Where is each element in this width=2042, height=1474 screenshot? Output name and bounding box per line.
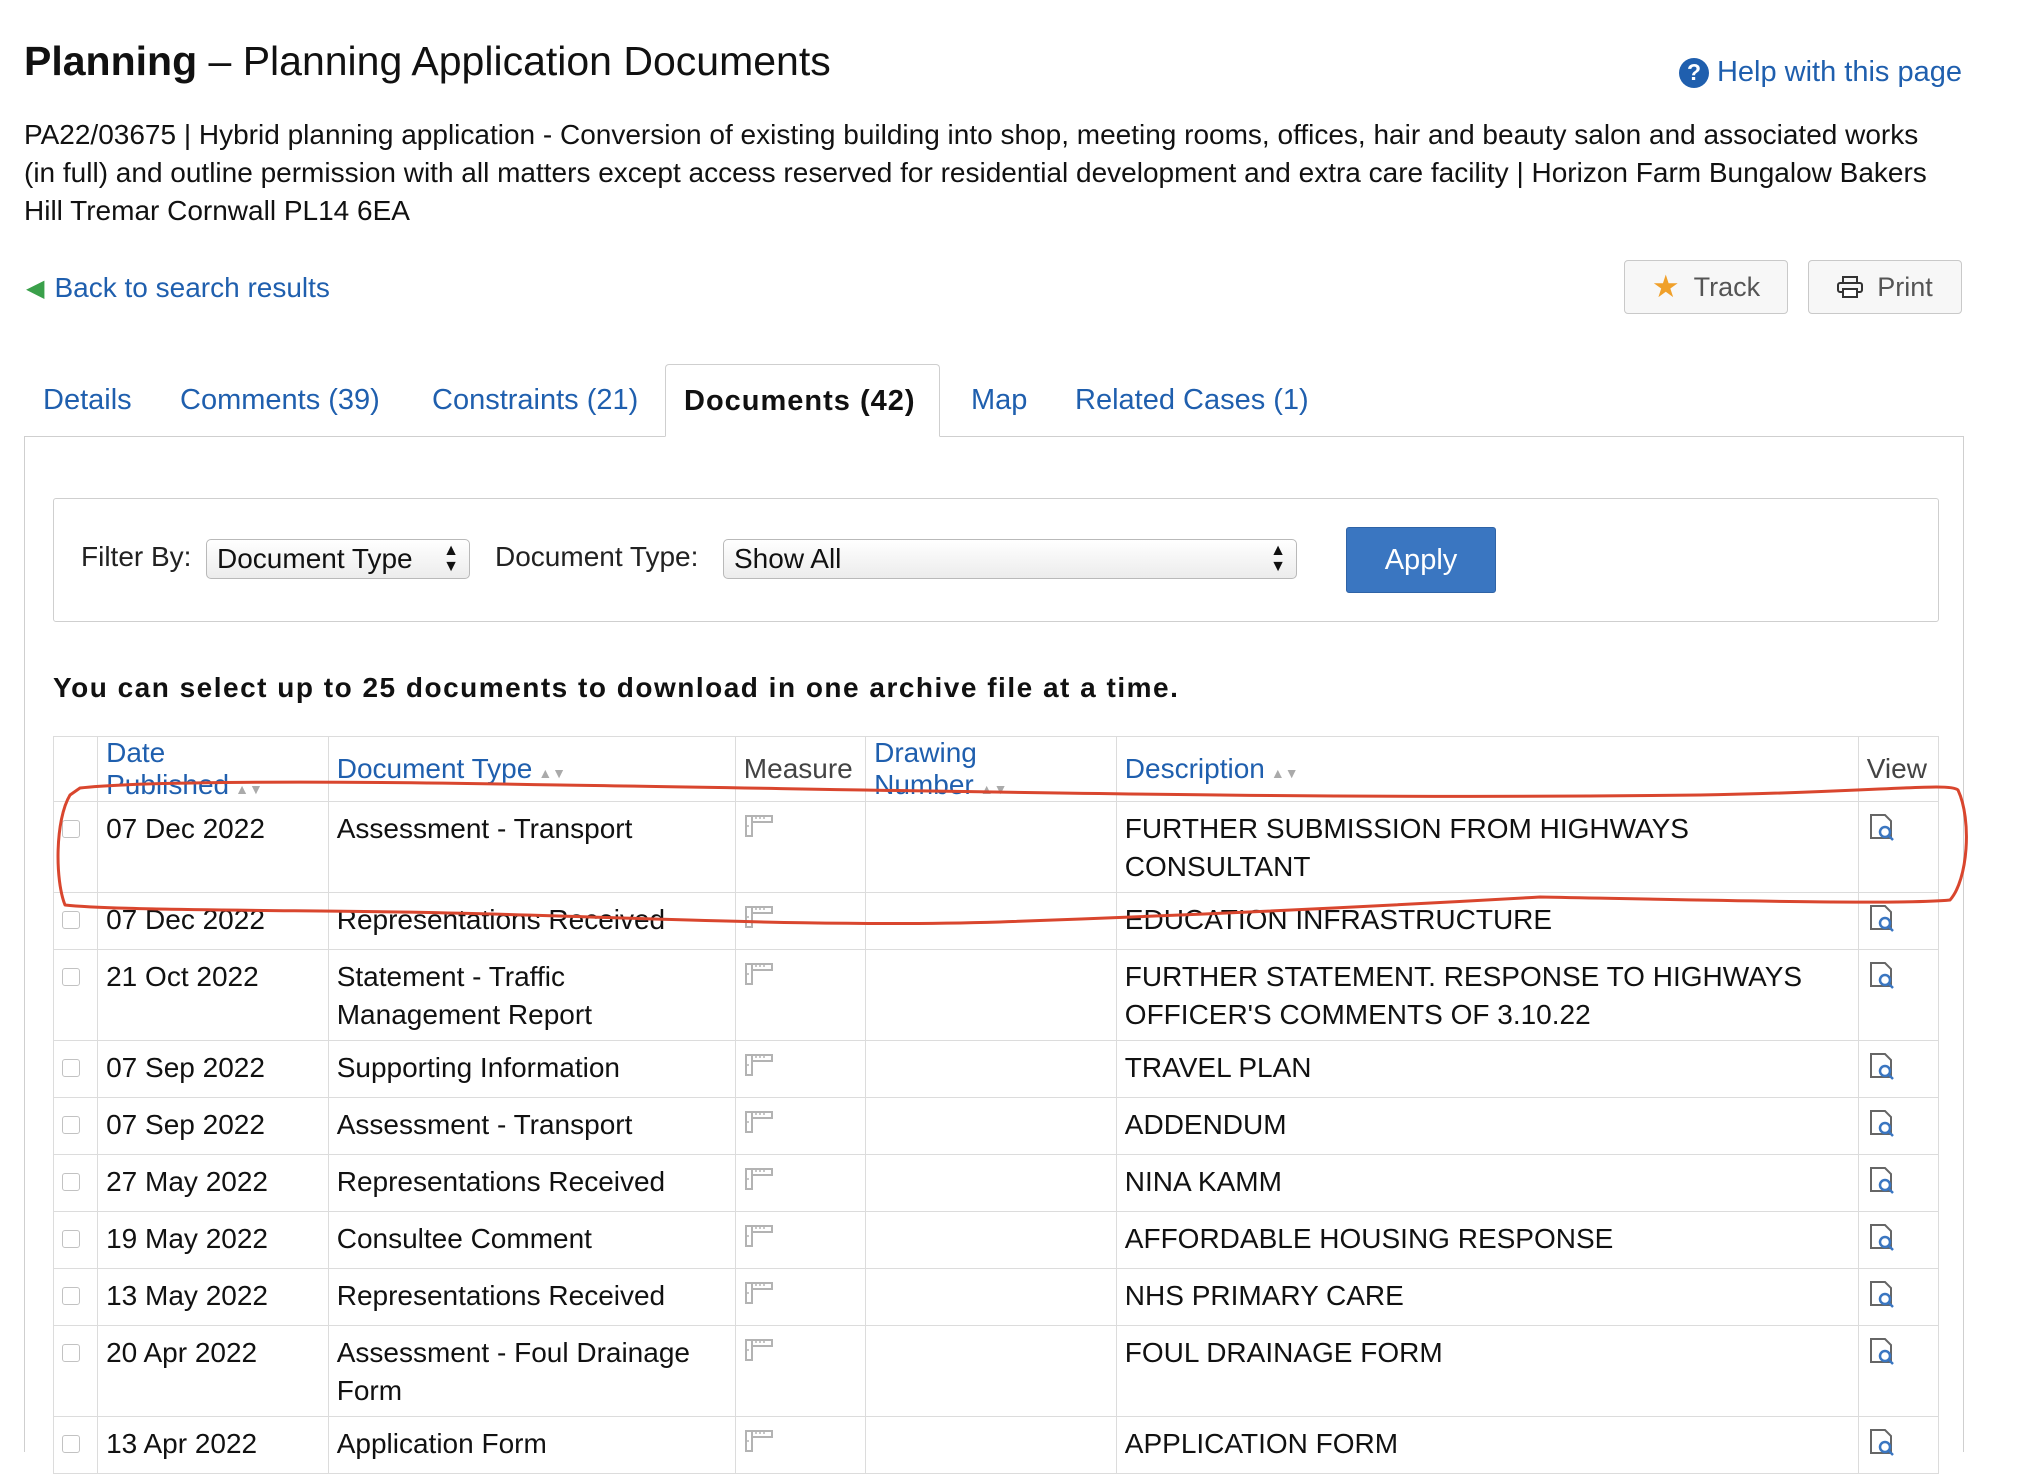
view-cell [1858, 1098, 1938, 1155]
measure-header: Measure [735, 737, 865, 802]
drawing-number-cell [866, 1155, 1117, 1212]
view-cell [1858, 1041, 1938, 1098]
document-type-cell: Representations Received [328, 1269, 735, 1326]
description-cell: FOUL DRAINAGE FORM [1116, 1326, 1858, 1417]
application-summary: PA22/03675 | Hybrid planning application - Conversion of existing building into shop, meeting rooms, offices, hair and beauty salon and associated works (in full) and outline permission with all matters except access reserved for residential development and extra care facility | Horizon Farm Bungalow Bakers Hill Tremar Cornwall PL14 6EA [24, 119, 1927, 226]
tab-constraints[interactable]: Constraints (21) [432, 384, 639, 416]
apply-button[interactable]: Apply [1346, 527, 1496, 593]
tab-details[interactable]: Details [43, 384, 132, 416]
document-type-cell: Representations Received [328, 893, 735, 950]
row-checkbox[interactable] [62, 1230, 80, 1248]
measure-icon[interactable] [744, 905, 774, 929]
drawing-number-cell [866, 1326, 1117, 1417]
row-checkbox[interactable] [62, 968, 80, 986]
help-link[interactable] [1679, 56, 1962, 89]
document-type-value: Show All [734, 543, 842, 574]
date-published-cell: 13 Apr 2022 [98, 1417, 329, 1474]
row-checkbox[interactable] [62, 1116, 80, 1134]
question-circle-icon: ? [1679, 58, 1709, 88]
date-published-cell: 13 May 2022 [98, 1269, 329, 1326]
print-button[interactable] [1808, 260, 1962, 314]
description-cell: NHS PRIMARY CARE [1116, 1269, 1858, 1326]
view-cell [1858, 1269, 1938, 1326]
table-row [54, 1326, 1939, 1417]
documents-panel [24, 436, 1964, 1459]
measure-cell [735, 802, 865, 893]
table-row [54, 1098, 1939, 1155]
download-note: You can select up to 25 documents to download in one archive file at a time. [53, 672, 1180, 703]
select-cell [54, 1269, 98, 1326]
tab-bar [24, 364, 1964, 437]
sort-icon: ▲▼ [538, 765, 567, 781]
measure-icon[interactable] [744, 1224, 774, 1248]
row-checkbox[interactable] [62, 1287, 80, 1305]
view-document-icon[interactable] [1867, 1108, 1897, 1138]
table-row [54, 1041, 1939, 1098]
table-row [54, 802, 1939, 893]
drawing-number-cell [866, 1269, 1117, 1326]
help-label: Help with this page [1716, 56, 1962, 88]
measure-cell [735, 1417, 865, 1474]
select-cell [54, 802, 98, 893]
document-type-cell: Consultee Comment [328, 1212, 735, 1269]
measure-cell [735, 893, 865, 950]
back-label: Back to search results [54, 272, 330, 303]
measure-icon[interactable] [744, 1429, 774, 1453]
date-published-cell: 07 Sep 2022 [98, 1098, 329, 1155]
table-row [54, 1417, 1939, 1474]
tab-documents[interactable]: Documents (42) [665, 364, 940, 437]
measure-cell [735, 1326, 865, 1417]
sort-icon: ▲▼ [979, 781, 1008, 797]
view-cell [1858, 1326, 1938, 1417]
view-document-icon[interactable] [1867, 1051, 1897, 1081]
view-header: View [1858, 737, 1938, 802]
measure-icon[interactable] [744, 814, 774, 838]
description-cell: FURTHER SUBMISSION FROM HIGHWAYS CONSULTANT [1116, 802, 1858, 893]
row-checkbox[interactable] [62, 1059, 80, 1077]
view-cell [1858, 1212, 1938, 1269]
select-cell [54, 1417, 98, 1474]
star-icon: ★ [1651, 269, 1680, 304]
table-row [54, 950, 1939, 1041]
view-document-icon[interactable] [1867, 903, 1897, 933]
view-cell [1858, 1417, 1938, 1474]
drawing-number-cell [866, 1417, 1117, 1474]
select-cell [54, 893, 98, 950]
documents-table-body [54, 802, 1939, 1474]
table-row [54, 893, 1939, 950]
row-checkbox[interactable] [62, 1173, 80, 1191]
drawing-number-cell [866, 950, 1117, 1041]
document-type-select[interactable] [723, 539, 1297, 579]
measure-icon[interactable] [744, 1053, 774, 1077]
document-type-cell: Statement - Traffic Management Report [328, 950, 735, 1041]
measure-icon[interactable] [744, 1167, 774, 1191]
view-cell [1858, 893, 1938, 950]
view-document-icon[interactable] [1867, 960, 1897, 990]
document-type-cell: Assessment - Transport [328, 802, 735, 893]
drawing-number-cell [866, 893, 1117, 950]
description-cell: ADDENDUM [1116, 1098, 1858, 1155]
view-document-icon[interactable] [1867, 812, 1897, 842]
select-cell [54, 1155, 98, 1212]
printer-icon [1837, 276, 1863, 298]
document-type-cell: Supporting Information [328, 1041, 735, 1098]
drawing-number-cell [866, 802, 1117, 893]
measure-icon[interactable] [744, 1338, 774, 1362]
measure-icon[interactable] [744, 1110, 774, 1134]
track-button[interactable] [1624, 260, 1788, 314]
description-cell: NINA KAMM [1116, 1155, 1858, 1212]
documents-table [53, 736, 1939, 1474]
drawing-number-cell [866, 1041, 1117, 1098]
measure-icon[interactable] [744, 962, 774, 986]
tab-related-cases[interactable]: Related Cases (1) [1075, 384, 1309, 416]
select-cell [54, 1041, 98, 1098]
select-arrows-icon: ▲ ▼ [1270, 542, 1286, 575]
filter-by-select[interactable] [206, 539, 470, 579]
measure-cell [735, 1041, 865, 1098]
filter-box [53, 498, 1939, 622]
view-cell [1858, 950, 1938, 1041]
measure-cell [735, 1155, 865, 1212]
filter-by-value: Document Type [217, 543, 413, 574]
table-row [54, 1212, 1939, 1269]
table-row [54, 1269, 1939, 1326]
drawing-number-cell [866, 1098, 1117, 1155]
page-title: Planning – Planning Application Documents [24, 38, 831, 84]
document-type-cell: Representations Received [328, 1155, 735, 1212]
select-cell [54, 950, 98, 1041]
sort-icon: ▲▼ [235, 781, 263, 797]
row-checkbox[interactable] [62, 1344, 80, 1362]
date-published-cell: 21 Oct 2022 [98, 950, 329, 1041]
back-to-results-link[interactable] [26, 272, 330, 304]
date-published-cell: 07 Dec 2022 [98, 893, 329, 950]
description-header[interactable]: Description ▲▼ [1116, 737, 1858, 802]
select-cell [54, 1212, 98, 1269]
view-document-icon[interactable] [1867, 1427, 1897, 1457]
document-type-header[interactable]: Document Type ▲▼ [328, 737, 735, 802]
description-cell: AFFORDABLE HOUSING RESPONSE [1116, 1212, 1858, 1269]
description-cell: APPLICATION FORM [1116, 1417, 1858, 1474]
track-label: Track [1693, 271, 1761, 302]
measure-cell [735, 1098, 865, 1155]
row-checkbox[interactable] [62, 911, 80, 929]
description-cell: TRAVEL PLAN [1116, 1041, 1858, 1098]
date-published-header[interactable]: Date Published ▲▼ [98, 737, 329, 802]
date-published-cell: 27 May 2022 [98, 1155, 329, 1212]
select-column-header [54, 737, 98, 802]
select-arrows-icon: ▲ ▼ [443, 542, 459, 575]
date-published-cell: 20 Apr 2022 [98, 1326, 329, 1417]
document-type-cell: Application Form [328, 1417, 735, 1474]
row-checkbox[interactable] [62, 820, 80, 838]
drawing-number-cell [866, 1212, 1117, 1269]
document-type-label: Document Type: [495, 541, 699, 572]
measure-cell [735, 1212, 865, 1269]
view-document-icon[interactable] [1867, 1336, 1897, 1366]
print-label: Print [1877, 271, 1933, 302]
view-cell [1858, 802, 1938, 893]
select-cell [54, 1098, 98, 1155]
sort-icon: ▲▼ [1270, 765, 1299, 781]
view-document-icon[interactable] [1867, 1279, 1897, 1309]
view-document-icon[interactable] [1867, 1222, 1897, 1252]
description-cell: FURTHER STATEMENT. RESPONSE TO HIGHWAYS OFFICER'S COMMENTS OF 3.10.22 [1116, 950, 1858, 1041]
table-row [54, 1155, 1939, 1212]
view-cell [1858, 1155, 1938, 1212]
document-type-cell: Assessment - Foul Drainage Form [328, 1326, 735, 1417]
select-cell [54, 1326, 98, 1417]
measure-cell [735, 1269, 865, 1326]
measure-cell [735, 950, 865, 1041]
view-document-icon[interactable] [1867, 1165, 1897, 1195]
drawing-number-header[interactable]: Drawing Number ▲▼ [866, 737, 1117, 802]
document-type-cell: Assessment - Transport [328, 1098, 735, 1155]
description-cell: EDUCATION INFRASTRUCTURE [1116, 893, 1858, 950]
date-published-cell: 07 Sep 2022 [98, 1041, 329, 1098]
date-published-cell: 07 Dec 2022 [98, 802, 329, 893]
tab-map[interactable]: Map [971, 384, 1028, 416]
tab-comments[interactable]: Comments (39) [180, 384, 380, 416]
date-published-cell: 19 May 2022 [98, 1212, 329, 1269]
back-arrow-icon: ◀ [26, 274, 45, 302]
table-header-row [54, 737, 1939, 802]
measure-icon[interactable] [744, 1281, 774, 1305]
filter-by-label: Filter By: [81, 541, 192, 572]
row-checkbox[interactable] [62, 1435, 80, 1453]
